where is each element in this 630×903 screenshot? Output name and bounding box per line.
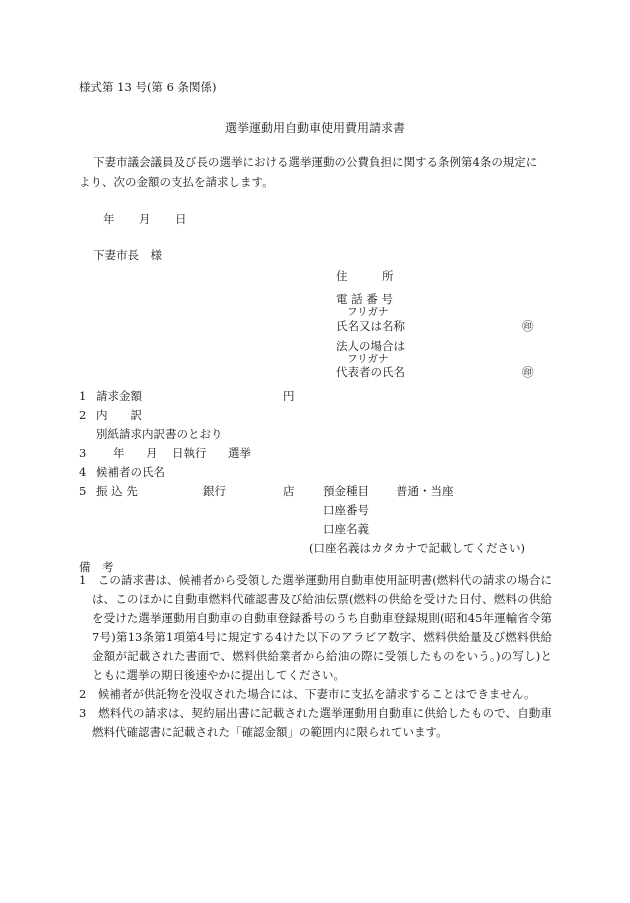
furigana-label-1: フリガナ	[347, 306, 389, 318]
bank-label: 銀行	[203, 484, 226, 498]
intro-line-1: 下妻市議会議員及び長の選挙における選挙運動の公費負担に関する条例第4条の規定に	[93, 155, 538, 169]
deposit-type-label: 預金種目	[323, 484, 369, 498]
election-month: 月	[146, 446, 158, 460]
name-label: 氏名又は名称	[336, 319, 405, 333]
intro-line-2: より、次の金額の支払を請求します。	[79, 175, 274, 189]
remark-note-2: 2 候補者が供託物を没収された場合には、下妻市に支払を請求することはできません。	[79, 687, 536, 701]
election-year: 年	[113, 446, 125, 460]
remarks-notes	[79, 571, 552, 742]
breakdown-label: 内 訳	[96, 408, 142, 422]
item-number-4: 4	[79, 465, 87, 479]
item-number-3: 3	[79, 446, 87, 460]
account-name-label: 口座名義	[323, 522, 369, 536]
addressee: 下妻市長 様	[93, 248, 162, 262]
date-day: 日	[175, 212, 187, 226]
remark-note-1: 1 この請求書は、候補者から受領した選挙運動用自動車使用証明書(燃料代の請求の場合には、このほかに自動車燃料代確認書及び給油伝票(燃料の供給を受けた日付、燃料の供給を受けた選挙運動用自動車の自動車登録番号のうち自動車登録規則(昭和45年運輸省令第7号)第13条第1項第4号に規定する4けた以下のアラビア数字、燃料供給量及び燃料供給金額が記載された書面で、燃料供給業者から給油の際に受領したものをいう。)の写し)とともに選挙の期日後速やかに提出してください。	[79, 573, 552, 682]
representative-label: 代表者の氏名	[336, 365, 405, 379]
form-number: 様式第 13 号(第 6 条関係)	[79, 80, 217, 94]
remark-note-3: 3 燃料代の請求は、契約届出書に記載された選挙運動用自動車に供給したもので、自動車燃料代確認書に記載された「確認金額」の範囲内に限られています。	[79, 706, 552, 739]
election-suffix: 選挙	[228, 446, 251, 460]
address-label: 住 所	[336, 269, 394, 283]
corp-label: 法人の場合は	[336, 339, 405, 353]
transfer-label: 振 込 先	[96, 484, 138, 498]
amount-label: 請求金額	[96, 389, 142, 403]
furigana-label-2: フリガナ	[347, 353, 389, 365]
item-number-2: 2	[79, 408, 87, 422]
breakdown-text: 別紙請求内訳書のとおり	[96, 427, 223, 441]
document-title: 選挙運動用自動車使用費用請求書	[225, 121, 406, 135]
seal-mark-1: ㊞	[522, 319, 534, 333]
candidate-label: 候補者の氏名	[96, 465, 165, 479]
yen-label: 円	[283, 389, 295, 403]
date-month: 月	[139, 212, 151, 226]
remarks-label: 備 考	[79, 560, 114, 574]
account-number-label: 口座番号	[323, 503, 369, 517]
item-number-5: 5	[79, 484, 87, 498]
phone-label: 電 話 番 号	[336, 292, 393, 306]
election-day: 日執行	[172, 446, 207, 460]
seal-mark-2: ㊞	[522, 365, 534, 379]
branch-label: 店	[283, 484, 295, 498]
account-note: (口座名義はカタカナで記載してください)	[309, 541, 525, 555]
deposit-type-value: 普通・当座	[396, 484, 454, 498]
item-number-1: 1	[79, 389, 87, 403]
date-year: 年	[103, 212, 115, 226]
